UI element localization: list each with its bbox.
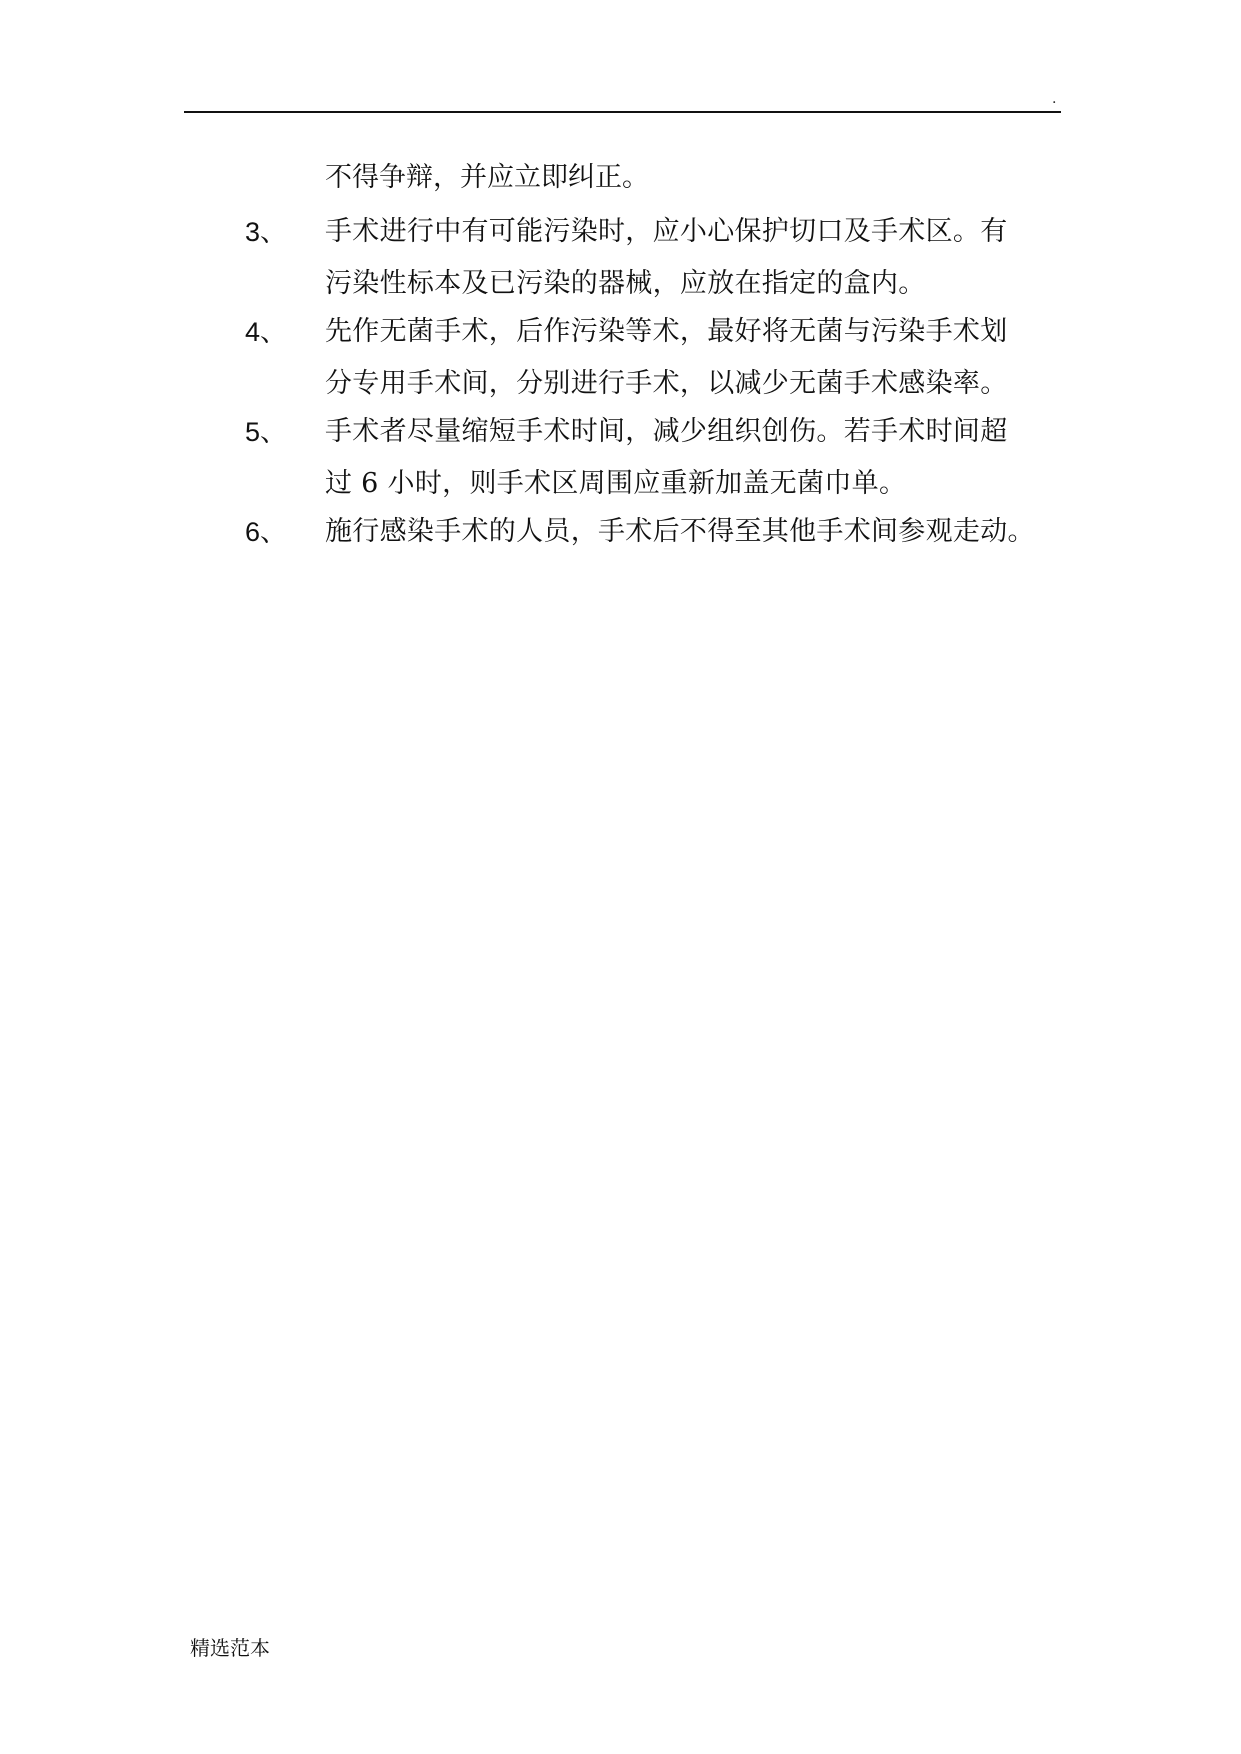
item-line: 手术者尽量缩短手术时间，减少组织创伤。若手术时间超 <box>325 416 1008 447</box>
item-text <box>325 512 1067 564</box>
item-number: 6、 <box>245 517 288 547</box>
item-line: 施行感染手术的人员，手术后不得至其他手术间参观走动。 <box>325 516 1035 547</box>
header-divider <box>184 111 1061 113</box>
footer-text: 精选范本 <box>190 1636 270 1660</box>
item-text <box>325 412 1067 516</box>
item-text <box>325 212 1067 316</box>
item-number: 5、 <box>245 417 288 447</box>
item-line: 过 6 小时，则手术区周围应重新加盖无菌巾单。 <box>325 468 907 499</box>
continuation-text: 不得争辩，并应立即纠正。 <box>325 162 649 193</box>
item-line: 分专用手术间，分别进行手术，以减少无菌手术感染率。 <box>325 368 1008 399</box>
item-line: 污染性标本及已污染的器械，应放在指定的盒内。 <box>325 268 926 299</box>
item-line: 手术进行中有可能污染时，应小心保护切口及手术区。有 <box>325 216 1008 247</box>
item-number: 4、 <box>245 317 288 347</box>
header-mark: . <box>1052 91 1057 107</box>
item-line: 先作无菌手术，后作污染等术，最好将无菌与污染手术划 <box>325 316 1008 347</box>
item-text <box>325 312 1067 416</box>
item-number: 3、 <box>245 217 288 247</box>
